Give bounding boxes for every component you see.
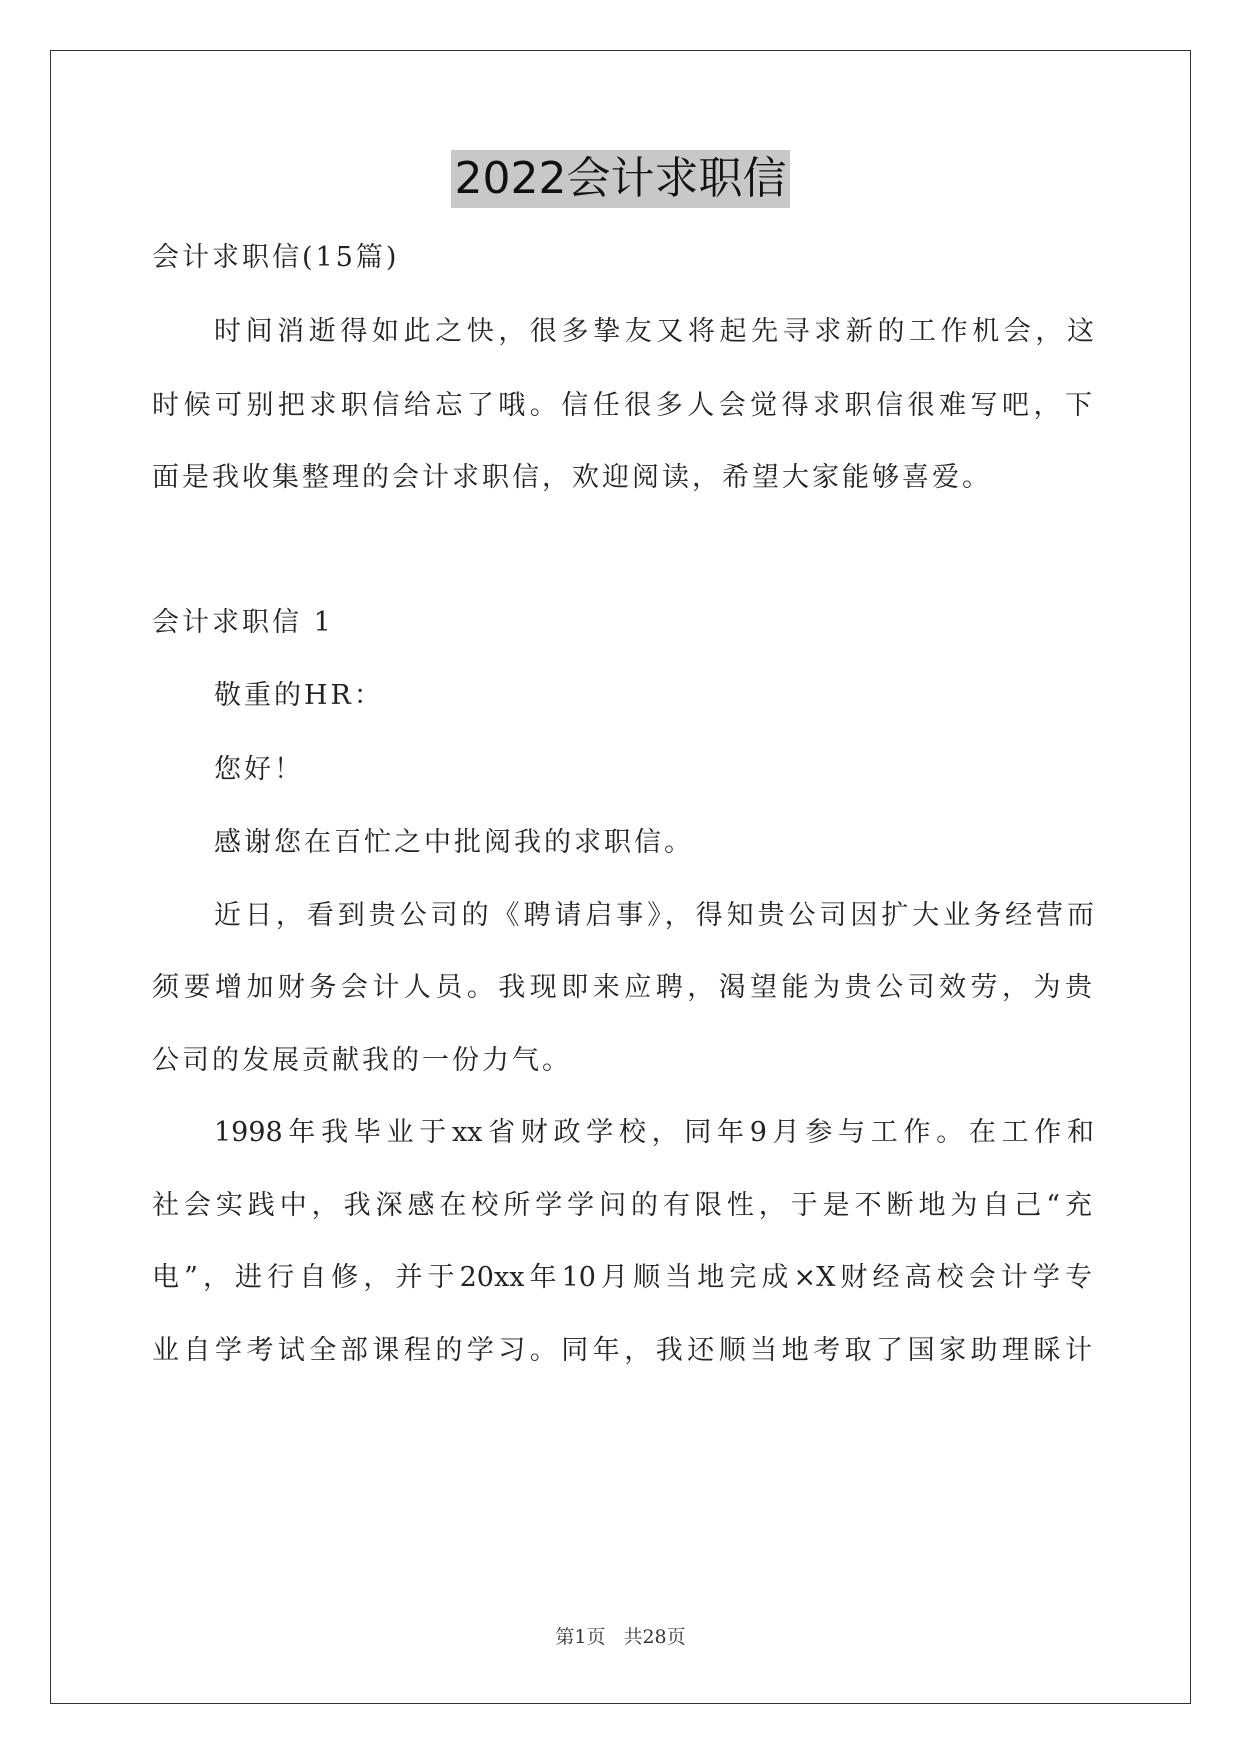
page-number: 第1页 bbox=[555, 1626, 606, 1648]
document-subtitle: 会计求职信(15篇) bbox=[152, 242, 400, 273]
title-container bbox=[0, 150, 1241, 208]
page-total: 共28页 bbox=[623, 1626, 686, 1648]
paragraph-line: 公司的发展贡献我的一份力气。 bbox=[152, 1045, 572, 1076]
thanks-line: 感谢您在百忙之中批阅我的求职信。 bbox=[214, 827, 694, 858]
page-border bbox=[50, 50, 1191, 1704]
greeting: 您好！ bbox=[214, 754, 304, 785]
paragraph-line: 电”，进行自修，并于20xx年10月顺当地完成×X财经高校会计学专 bbox=[152, 1262, 1092, 1293]
paragraph-line: 1998年我毕业于xx省财政学校，同年9月参与工作。在工作和 bbox=[214, 1117, 1094, 1148]
paragraph-line: 社会实践中，我深感在校所学学问的有限性，于是不断地为自己“充 bbox=[152, 1190, 1092, 1221]
document-title: 2022会计求职信 bbox=[451, 150, 791, 208]
salutation: 敬重的HR： bbox=[214, 680, 384, 711]
section-heading: 会计求职信 1 bbox=[152, 607, 334, 638]
paragraph-line: 近日，看到贵公司的《聘请启事》，得知贵公司因扩大业务经营而 bbox=[214, 900, 1094, 931]
paragraph-line: 须要增加财务会计人员。我现即来应聘，渴望能为贵公司效劳，为贵 bbox=[152, 972, 1092, 1003]
paragraph-line: 业自学考试全部课程的学习。同年，我还顺当地考取了国家助理睬计 bbox=[152, 1335, 1092, 1366]
intro-line: 时间消逝得如此之快，很多挚友又将起先寻求新的工作机会，这 bbox=[214, 316, 1094, 347]
page-footer bbox=[0, 1622, 1241, 1649]
intro-line: 面是我收集整理的会计求职信，欢迎阅读，希望大家能够喜爱。 bbox=[152, 462, 992, 493]
intro-line: 时候可别把求职信给忘了哦。信任很多人会觉得求职信很难写吧，下 bbox=[152, 390, 1092, 421]
